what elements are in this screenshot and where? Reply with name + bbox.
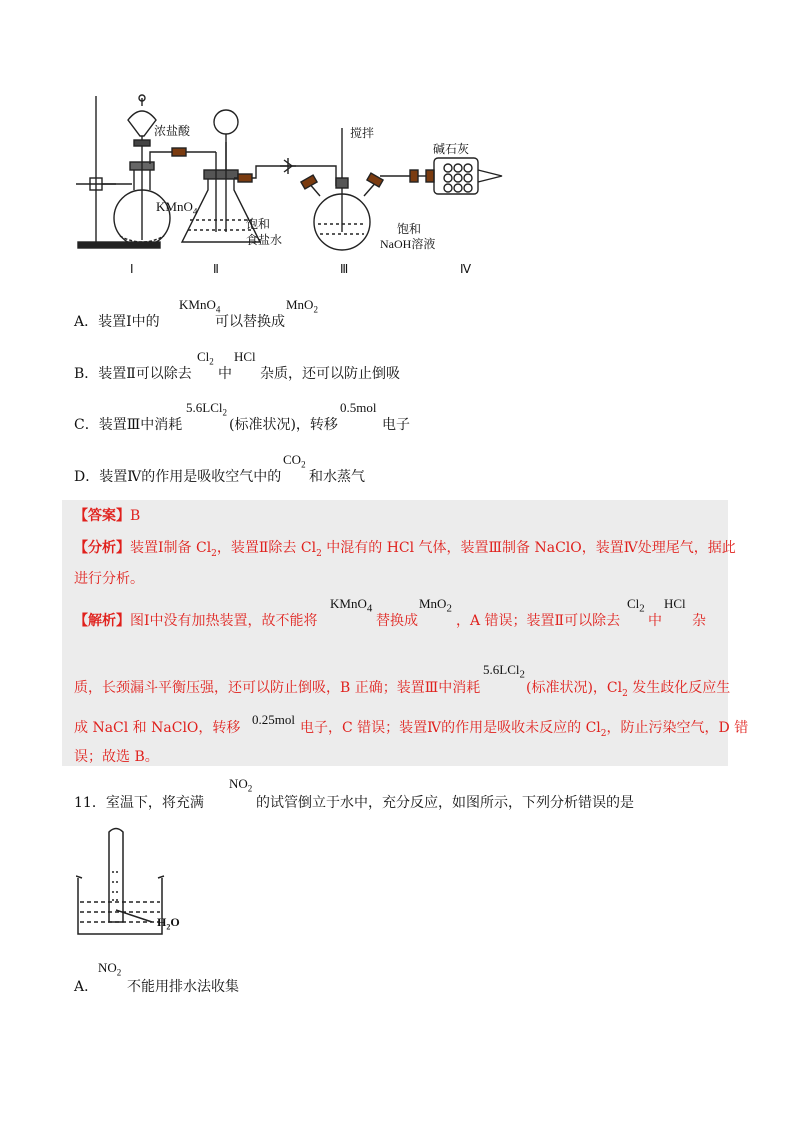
formula-text: 0.25mol: [252, 712, 295, 727]
formula-text: 0.5mol: [340, 400, 377, 415]
label-roman-4: Ⅳ: [460, 262, 472, 276]
option-c-suffix: 电子: [382, 417, 410, 433]
option-b-suffix: 杂质，还可以防止倒吸: [260, 366, 400, 382]
label-kmno4-text: KMnO: [156, 199, 193, 214]
option-d-suffix: 和水蒸气: [309, 469, 365, 485]
formula-text: NO: [229, 776, 248, 791]
option-a-prefix: A．装置Ⅰ中的: [74, 314, 160, 330]
explain-line-1b: 替换成: [376, 613, 418, 629]
formula-text: HCl: [664, 596, 686, 611]
formula-text: MnO: [419, 596, 447, 611]
formula-text: HCl: [234, 349, 256, 364]
explain-line-1c: ，A 错误；装置Ⅱ可以除去: [456, 613, 621, 629]
explain-text: 电子，C 错误；装置Ⅳ的作用是吸收未反应的 Cl: [300, 720, 601, 736]
formula-sub: 2: [209, 356, 214, 367]
formula-sub: 2: [313, 304, 318, 315]
q11-option-a-suffix: 不能用排水法收集: [127, 979, 239, 995]
option-d-prefix: D．装置Ⅳ的作用是吸收空气中的: [74, 469, 282, 485]
formula-text: Cl: [627, 596, 640, 611]
q11-option-a-prefix: A．: [74, 979, 99, 995]
explain-formula-cl2: [627, 596, 645, 615]
formula-text: NO: [98, 960, 117, 975]
formula-text: MnO: [286, 297, 314, 312]
label-roman-2: Ⅱ: [213, 262, 219, 276]
q11-formula: [229, 776, 252, 794]
option-a-formula-2: [286, 297, 318, 315]
option-c-formula-1: [186, 400, 227, 418]
label-roman-3: Ⅲ: [340, 262, 349, 276]
formula-text: 5.6LCl: [483, 662, 520, 677]
label-saturated-2: 饱和: [397, 222, 422, 236]
answer-line: [74, 505, 140, 525]
explain-text: (标准状况)，Cl: [526, 680, 623, 696]
formula-text: 5.6LCl: [186, 400, 223, 415]
explain-formula-025: [252, 712, 295, 728]
formula-text: KMnO: [330, 596, 367, 611]
explain-line-4: 误；故选 B。: [74, 749, 159, 765]
explain-line-1a: [74, 610, 318, 630]
explain-line-2b: [526, 677, 730, 699]
explain-tag: 【解析】: [74, 613, 130, 629]
formula-sub: 4: [215, 304, 221, 315]
formula-sub: 2: [247, 783, 253, 794]
formula-text: KMnO: [179, 297, 216, 312]
option-b-formula-2: [234, 349, 256, 365]
explain-line-3a: 成 NaCl 和 NaClO，转移: [74, 720, 241, 736]
explain-formula-56: [483, 662, 525, 681]
label-saturated-1: 饱和: [246, 217, 271, 231]
explain-formula-mno2: [419, 596, 452, 615]
label-kmno4-sub: 4: [192, 206, 198, 217]
option-b-formula-1: [197, 349, 214, 367]
analysis-tag: 【分析】: [74, 540, 130, 556]
label-soda-lime: 碱石灰: [433, 142, 470, 156]
formula-sub: 2: [446, 602, 452, 615]
explain-line-1e: 杂: [692, 613, 706, 629]
q11-option-a-formula: [98, 960, 121, 978]
water-h: H: [157, 915, 167, 929]
analysis-line-1: [74, 537, 736, 559]
option-b-prefix: B．装置Ⅱ可以除去: [74, 366, 192, 382]
formula-sub: 2: [639, 602, 645, 615]
explain-line-2a: 质，长颈漏斗平衡压强，还可以防止倒吸，B 正确；装置Ⅲ中消耗: [74, 680, 481, 696]
option-c-formula-2: [340, 400, 376, 416]
formula-text: CO: [283, 452, 302, 467]
option-a-mid: 可以替换成: [215, 314, 285, 330]
water-label: [157, 915, 180, 931]
label-kmno4: [156, 199, 197, 217]
water-o: O: [170, 915, 180, 929]
option-c-mid: (标准状况)，转移: [229, 417, 338, 433]
apparatus-figure: [70, 92, 510, 282]
option-d-formula-1: [283, 452, 306, 470]
sub-2: 2: [211, 548, 217, 559]
explain-line-3b: [300, 717, 748, 739]
explain-line-1d: 中: [648, 613, 662, 629]
analysis-text-a: 装置Ⅰ制备 Cl: [130, 540, 212, 556]
formula-sub: 2: [222, 407, 227, 418]
label-naoh: NaOH溶液: [380, 237, 436, 251]
sub-2: 2: [600, 728, 607, 739]
explain-formula-kmno4: [330, 596, 372, 615]
explain-text: ，防止污染空气，D 错: [606, 720, 749, 736]
analysis-line-2: 进行分析。: [74, 571, 144, 587]
option-c-prefix: C．装置Ⅲ中消耗: [74, 417, 183, 433]
analysis-text-c: 中混有的 HCl 气体，装置Ⅲ制备 NaClO，装置Ⅳ处理尾气，据此: [321, 540, 736, 556]
sub-2: 2: [316, 548, 322, 559]
formula-sub: 2: [519, 668, 525, 681]
option-b-mid: 中: [218, 366, 232, 382]
label-stir: 搅拌: [350, 126, 375, 140]
answer-tag: 【答案】: [74, 508, 130, 524]
formula-sub: 2: [116, 967, 122, 978]
water-sub: 2: [166, 922, 171, 932]
q11-suffix: 的试管倒立于水中，充分反应，如图所示，下列分析错误的是: [256, 795, 634, 811]
formula-sub: 2: [301, 459, 306, 470]
formula-text: Cl: [197, 349, 210, 364]
explain-text: 发生歧化反应生: [627, 680, 731, 696]
explain-formula-hcl: [664, 596, 686, 612]
explain-text: 图Ⅰ中没有加热装置，故不能将: [130, 613, 318, 629]
label-roman-1: Ⅰ: [130, 262, 134, 276]
formula-sub: 4: [366, 602, 373, 615]
label-brine: 食盐水: [246, 233, 283, 247]
sub-2: 2: [622, 688, 628, 699]
answer-value: B: [130, 508, 141, 524]
label-concentrated-hcl: 浓盐酸: [154, 124, 191, 138]
q11-prefix: 11．室温下，将充满: [74, 795, 204, 811]
analysis-text-b: ，装置Ⅱ除去 Cl: [216, 540, 317, 556]
